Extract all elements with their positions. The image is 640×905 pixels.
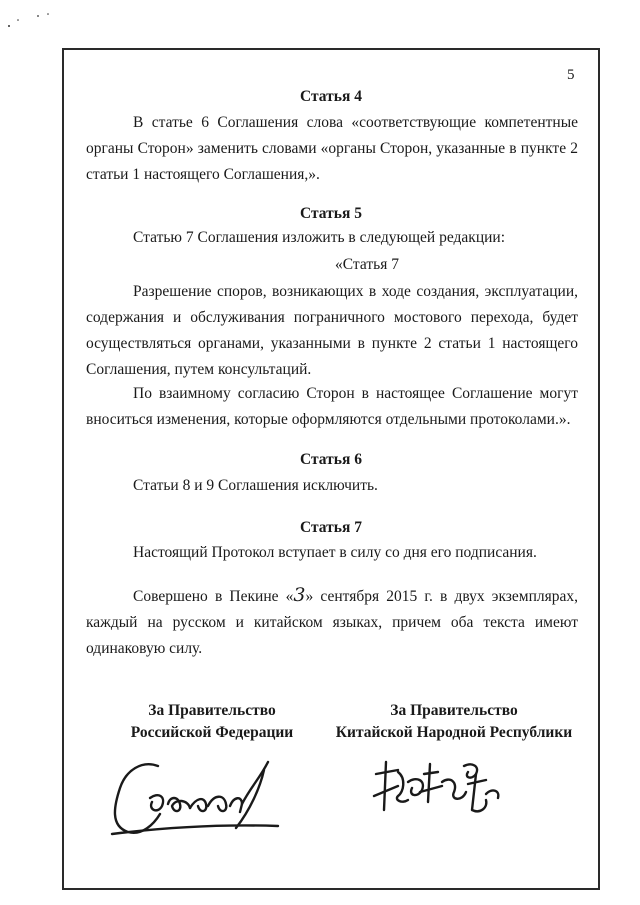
signatory-russia-line-2: Российской Федерации bbox=[130, 724, 294, 741]
article-5-paragraph-2: По взаимному согласию Сторон в настоящее Соглашение могут вноситься изменения, которые оформляются отдельными протоколами.». bbox=[86, 385, 578, 428]
closing-text-before: Совершено в Пекине « bbox=[133, 588, 294, 605]
handwritten-day: 3 bbox=[293, 584, 306, 606]
article-6-heading: Статья 6 bbox=[300, 451, 362, 468]
russia-signature-image bbox=[100, 748, 290, 848]
article-5-intro: Статью 7 Соглашения изложить в следующей редакции: bbox=[133, 229, 506, 246]
article-7-text: Настоящий Протокол вступает в силу со дня его подписания. bbox=[133, 544, 537, 561]
china-signature-image bbox=[368, 752, 518, 832]
scan-specks bbox=[6, 6, 66, 36]
article-4-text: В статье 6 Соглашения слова «соответствующие компетентные органы Сторон» заменить словами «органы Сторон, указанные в пункте 2 статьи 1 настоящего Соглашения,». bbox=[86, 114, 578, 183]
article-5-paragraph-1: Разрешение споров, возникающих в ходе создания, эксплуатации, содержания и обслуживания пограничного мостового перехода, будет осуществляться органами, указанными в пункте 2 статьи 1 настоящего Соглашения, путем консультаций. bbox=[86, 283, 578, 378]
signatory-china bbox=[318, 700, 590, 744]
article-6-text: Статьи 8 и 9 Соглашения исключить. bbox=[133, 477, 378, 494]
closing-paragraph bbox=[86, 582, 578, 662]
page-number: 5 bbox=[567, 67, 575, 83]
signatory-china-line-1: За Правительство bbox=[390, 702, 518, 719]
signatory-russia bbox=[112, 700, 312, 744]
article-5-heading: Статья 5 bbox=[300, 205, 362, 222]
closing-text-after: » сентября 2015 г. в двух экземплярах, каждый на русском и китайском языках, причем оба текста имеют одинаковую силу. bbox=[86, 588, 578, 657]
signatory-russia-line-1: За Правительство bbox=[148, 702, 276, 719]
article-4-heading: Статья 4 bbox=[300, 88, 362, 105]
signatory-china-line-2: Китайской Народной Республики bbox=[335, 724, 573, 741]
article-7-heading: Статья 7 bbox=[300, 519, 362, 536]
quoted-article-7-heading: «Статья 7 bbox=[335, 256, 399, 273]
